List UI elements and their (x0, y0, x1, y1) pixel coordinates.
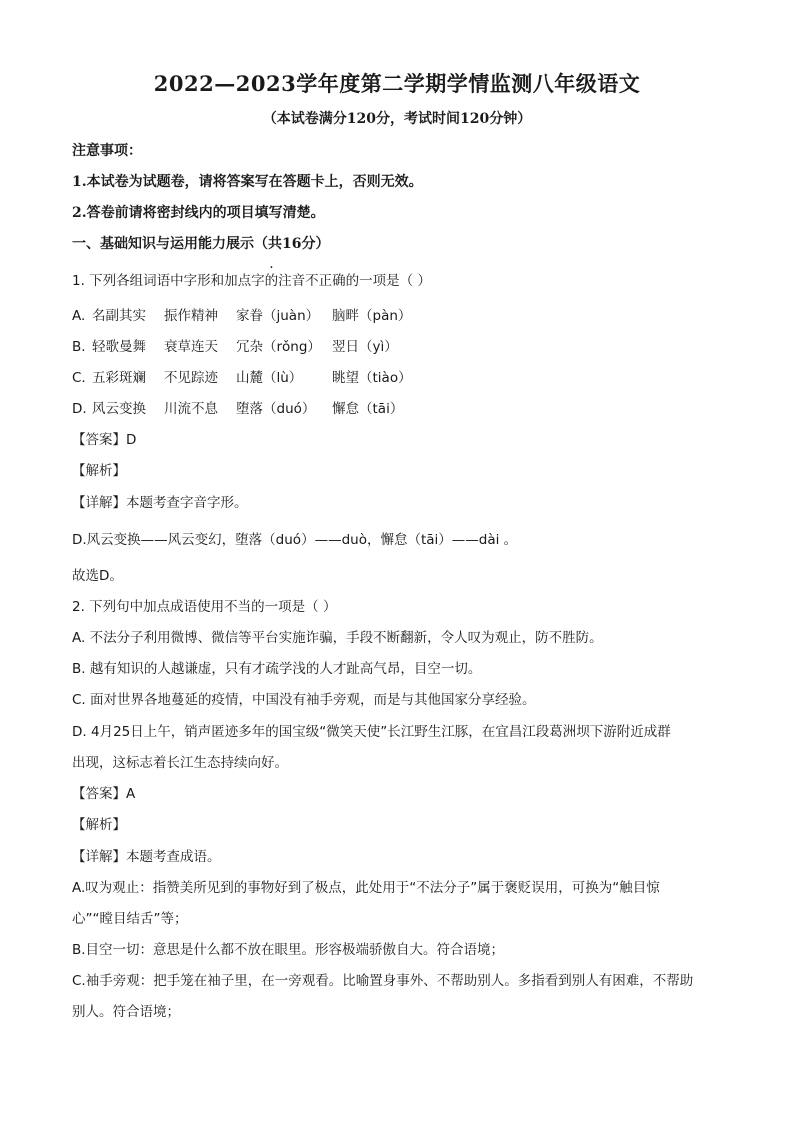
question-1-stem (72, 272, 431, 290)
page-subtitle: （本试卷满分120分，考试时间120分钟） (262, 111, 532, 127)
question-1-detail: 【详解】本题考查字音字形。 (72, 495, 248, 511)
question-2-explanation-c-line-1: C.袖手旁观：把手笼在袖子里，在一旁观看。比喻置身事外、不帮助别人。多指看到别人有困难，不帮助 (72, 973, 694, 989)
question-1-option-d (72, 400, 403, 418)
option-word-4: 脑畔（pàn） (332, 308, 412, 324)
question-2-explanation-c-line-2: 别人。符合语境； (72, 1004, 180, 1020)
question-2-option-c: C. 面对世界各地蔓延的疫情，中国没有袖手旁观，而是与其他国家分享经验。 (72, 692, 536, 708)
question-1-stem-part-a: 1. 下列各组词语中字形和加点字 (72, 273, 265, 289)
option-word-3: 家眷（juàn） (236, 308, 320, 324)
option-word-2: 振作精神 (164, 308, 218, 324)
option-label: B. (72, 339, 86, 355)
section-heading-1: 一、基础知识与运用能力展示（共16分） (72, 236, 330, 252)
notice-heading: 注意事项： (72, 143, 142, 159)
question-1-analysis: 【解析】 (72, 463, 126, 479)
option-word-1: 名副其实 (92, 308, 146, 324)
option-word-2: 川流不息 (164, 401, 218, 417)
question-1-stem-part-b: 注音不正确的一项是（ ） (278, 273, 431, 289)
question-1-stem-dotted: 的 (264, 273, 279, 289)
question-2-explanation-b: B.目空一切：意思是什么都不放在眼里。形容极端骄傲自大。符合语境； (72, 942, 505, 958)
question-2-option-b: B. 越有知识的人越谦虚，只有才疏学浅的人才趾高气昂，目空一切。 (72, 661, 482, 677)
option-word-3: 冗杂（rǒng） (236, 339, 321, 355)
option-word-2: 不见踪迹 (164, 370, 218, 386)
option-word-4: 眺望（tiào） (332, 370, 412, 386)
option-word-1: 风云变换 (92, 401, 146, 417)
option-label: D. (72, 401, 87, 417)
question-1-option-a (72, 307, 411, 325)
question-2-analysis: 【解析】 (72, 817, 126, 833)
question-2-stem: 2. 下列句中加点成语使用不当的一项是（ ） (72, 599, 337, 615)
option-word-3: 山麓（lù） (236, 370, 303, 386)
option-word-2: 衰草连天 (164, 339, 218, 355)
question-2-explanation-a-line-2: 心”“瞠目结舌”等； (72, 911, 188, 927)
question-2-detail: 【详解】本题考查成语。 (72, 849, 221, 865)
option-word-4: 翌日（yì） (332, 339, 398, 355)
question-2-option-d-line-1: D. 4月25日上午，销声匿迹多年的国宝级“微笑天使”长江野生江豚，在宜昌江段葛洲坝下游附近成群 (72, 724, 671, 740)
question-2-explanation-a-line-1: A.叹为观止：指赞美所见到的事物好到了极点，此处用于“不法分子”属于褒贬误用，可换为“触目惊 (72, 880, 660, 896)
option-label: C. (72, 370, 86, 386)
question-2-answer: 【答案】A (72, 786, 136, 802)
question-1-explanation: D.风云变换——风云变幻，堕落（duó）——duò，懈怠（tāi）——dài 。 (72, 532, 518, 548)
option-label: A. (72, 308, 86, 324)
option-word-3: 堕落（duó） (236, 401, 316, 417)
page-title: 2022—2023学年度第二学期学情监测八年级语文 (153, 71, 641, 96)
option-word-1: 轻歌曼舞 (92, 339, 146, 355)
option-word-1: 五彩斑斓 (92, 370, 146, 386)
question-1-answer: 【答案】D (72, 432, 137, 448)
question-2-option-a: A. 不法分子利用微博、微信等平台实施诈骗，手段不断翻新，令人叹为观止，防不胜防。 (72, 630, 603, 646)
question-1-conclusion: 故选D。 (72, 568, 123, 584)
notice-item-1: 1.本试卷为试题卷，请将答案写在答题卡上，否则无效。 (72, 174, 423, 190)
question-2-option-d-line-2: 出现，这标志着长江生态持续向好。 (72, 755, 288, 771)
question-1-option-b (72, 338, 398, 356)
question-1-option-c (72, 369, 412, 387)
notice-item-2: 2.答卷前请将密封线内的项目填写清楚。 (72, 205, 325, 221)
option-word-4: 懈怠（tāi） (332, 401, 404, 417)
